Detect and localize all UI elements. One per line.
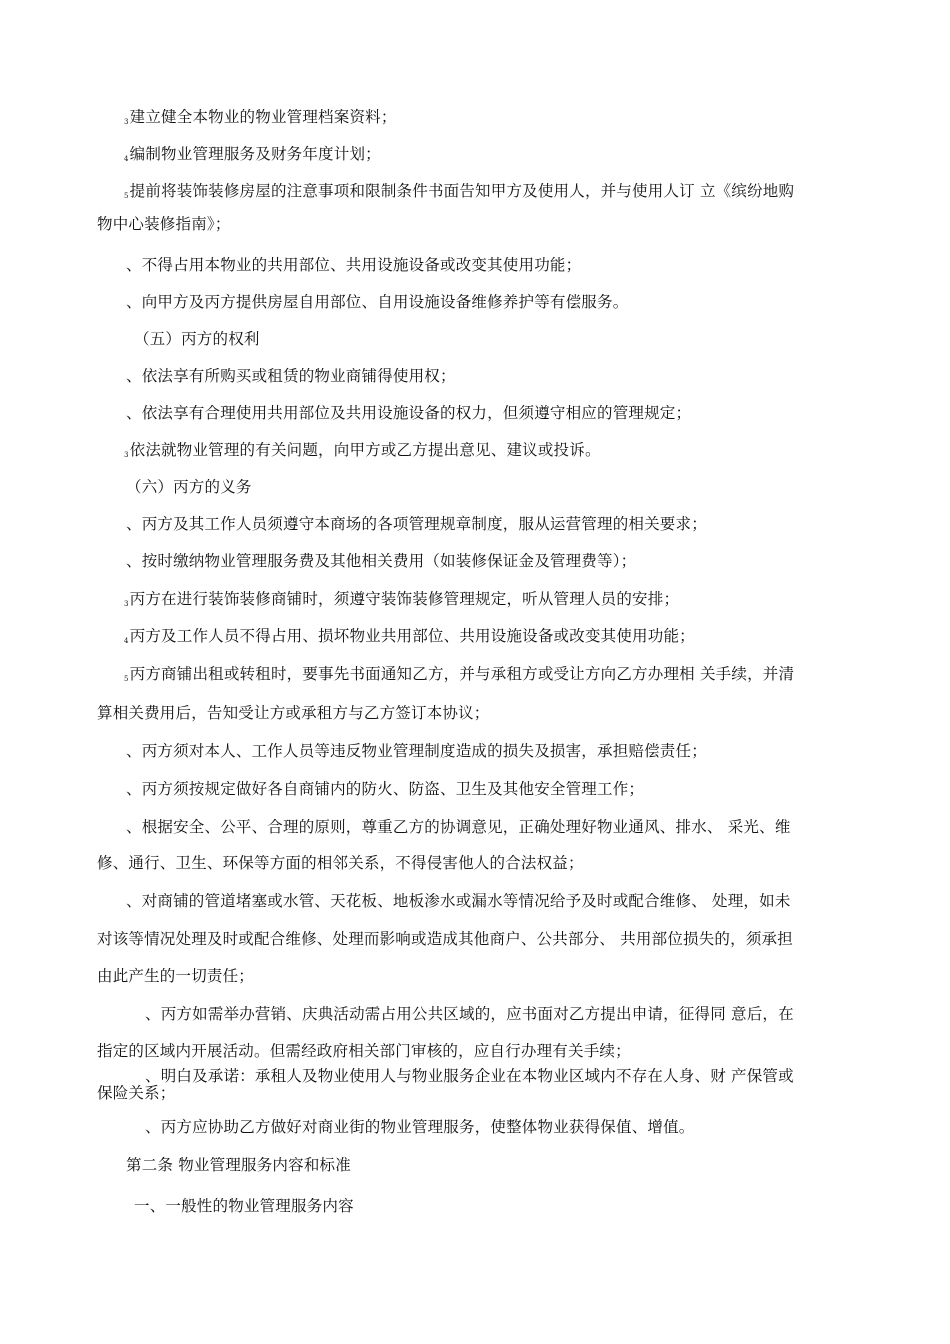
paragraph xyxy=(124,144,381,169)
paragraph: 、按时缴纳物业管理服务费及其他相关费用（如装修保证金及管理费等）； xyxy=(126,552,637,570)
paragraph: 、丙方须按规定做好各自商铺内的防火、防盗、卫生及其他安全管理工作； xyxy=(126,780,645,798)
item-number: 4 xyxy=(124,155,129,163)
item-number: 3 xyxy=(124,118,129,126)
item-number: 3 xyxy=(124,600,129,608)
section-heading: （六）丙方的义务 xyxy=(126,478,252,496)
paragraph: 、丙方及其工作人员须遵守本商场的各项管理规章制度，服从运营管理的相关要求； xyxy=(126,515,707,533)
paragraph-continuation: 保险关系； xyxy=(97,1084,176,1102)
paragraph-text: 依法就物业管理的有关问题，向甲方或乙方提出意见、建议或投诉。 xyxy=(129,441,601,459)
paragraph: 、丙方须对本人、工作人员等违反物业管理制度造成的损失及损害，承担赔偿责任； xyxy=(126,742,707,760)
paragraph-continuation: 由此产生的一切责任； xyxy=(97,967,255,985)
paragraph: 、丙方如需举办营销、庆典活动需占用公共区域的，应书面对乙方提出申请，征得同 意后，在 xyxy=(145,1005,794,1023)
paragraph-continuation: 算相关费用后，告知受让方或承租方与乙方签订本协议； xyxy=(97,704,490,722)
section-heading: （五）丙方的权利 xyxy=(134,330,260,348)
paragraph-text: 建立健全本物业的物业管理档案资料； xyxy=(129,108,397,126)
article-heading: 第二条 物业管理服务内容和标准 xyxy=(126,1156,351,1174)
paragraph-continuation: 指定的区域内开展活动。但需经政府相关部门审核的，应自行办理有关手续； xyxy=(97,1042,631,1060)
paragraph-continuation: 对该等情况处理及时或配合维修、处理而影响或造成其他商户、公共部分、 共用部位损失的，须承担 xyxy=(97,930,793,948)
paragraph: 、根据安全、公平、合理的原则，尊重乙方的协调意见，正确处理好物业通风、排水、 采光、维 xyxy=(126,818,791,836)
paragraph-text: 提前将装饰装修房屋的注意事项和限制条件书面告知甲方及使用人，并与使用人订 立《缤纷地购 xyxy=(129,182,795,200)
paragraph-continuation: 修、通行、卫生、环保等方面的相邻关系，不得侵害他人的合法权益； xyxy=(97,854,584,872)
item-number: 5 xyxy=(124,675,129,683)
paragraph-text: 丙方商铺出租或转租时，要事先书面通知乙方，并与承租方或受让方向乙方办理相 关手续，并清 xyxy=(129,665,795,683)
paragraph-text: 丙方在进行装饰装修商铺时，须遵守装饰装修管理规定，听从管理人员的安排； xyxy=(129,590,680,608)
item-number: 4 xyxy=(124,637,129,645)
paragraph: 、依法享有所购买或租赁的物业商铺得使用权； xyxy=(126,367,456,385)
paragraph xyxy=(124,440,601,465)
paragraph xyxy=(124,589,679,614)
paragraph: 、依法享有合理使用共用部位及共用设施设备的权力，但须遵守相应的管理规定； xyxy=(126,404,692,422)
paragraph xyxy=(124,626,695,651)
paragraph xyxy=(124,181,794,206)
paragraph: 、向甲方及丙方提供房屋自用部位、自用设施设备维修养护等有偿服务。 xyxy=(126,293,629,311)
paragraph xyxy=(124,107,397,132)
paragraph-continuation: 物中心装修指南》； xyxy=(97,215,231,233)
paragraph xyxy=(124,664,794,689)
paragraph-text: 丙方及工作人员不得占用、损坏物业共用部位、共用设施设备或改变其使用功能； xyxy=(129,627,695,645)
item-number: 5 xyxy=(124,192,129,200)
section-heading: 一、一般性的物业管理服务内容 xyxy=(134,1197,354,1215)
paragraph: 、丙方应协助乙方做好对商业街的物业管理服务，使整体物业获得保值、增值。 xyxy=(145,1118,695,1136)
paragraph: 、不得占用本物业的共用部位、共用设施设备或改变其使用功能； xyxy=(126,256,582,274)
paragraph: 、对商铺的管道堵塞或水管、天花板、地板渗水或漏水等情况给予及时或配合维修、 处理，如未 xyxy=(126,892,791,910)
paragraph-text: 编制物业管理服务及财务年度计划； xyxy=(129,145,381,163)
paragraph: 、明白及承诺：承租人及物业使用人与物业服务企业在本物业区域内不存在人身、财 产保管或 xyxy=(145,1067,794,1085)
item-number: 3 xyxy=(124,451,129,459)
